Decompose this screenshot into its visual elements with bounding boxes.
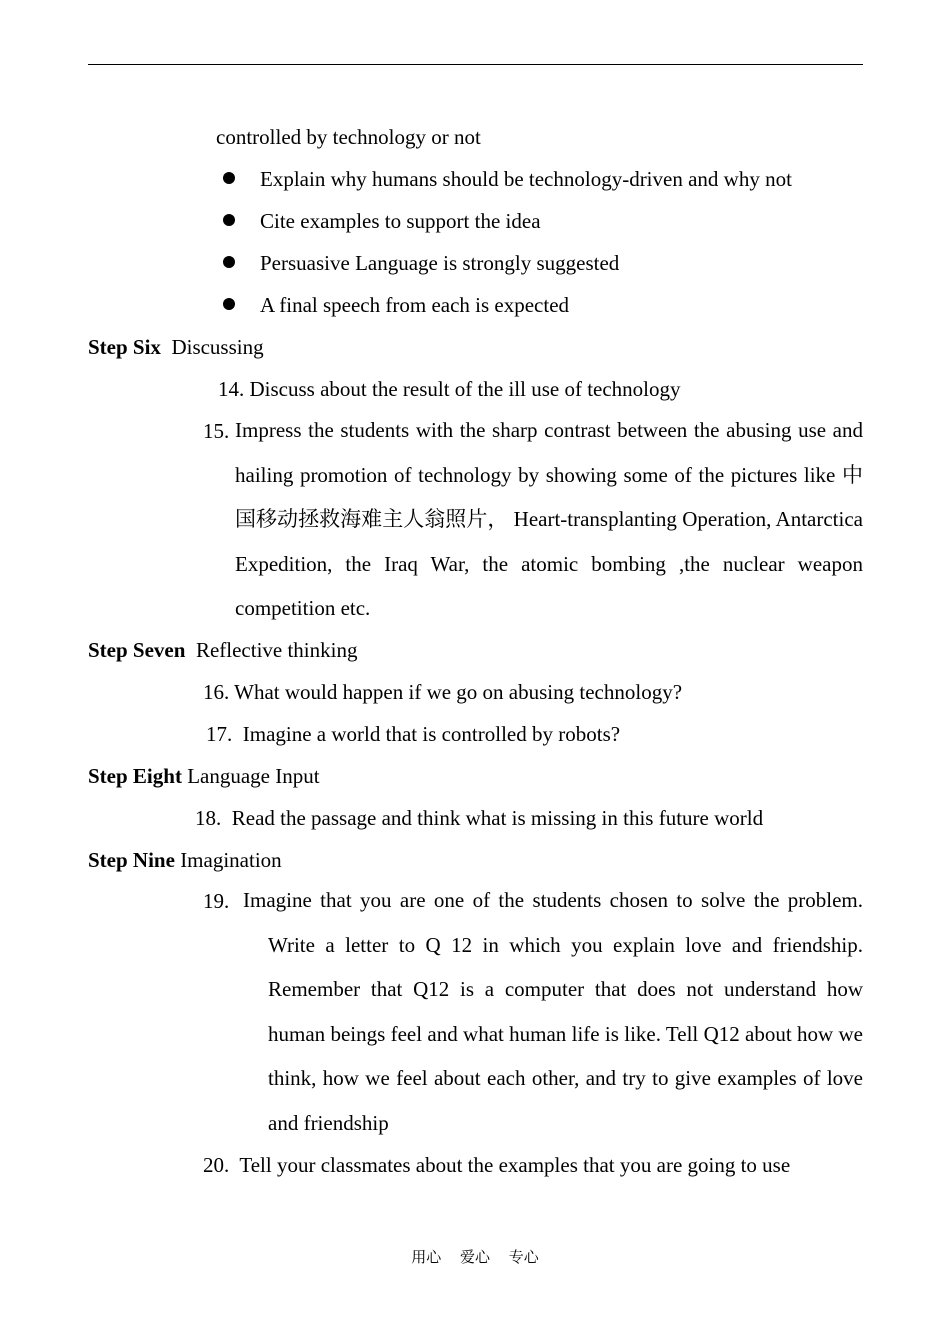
page-footer <box>0 1246 950 1267</box>
item-number: 16. <box>203 680 230 704</box>
step-six-heading <box>88 335 264 359</box>
header-rule <box>88 64 863 65</box>
footer-word: 专心 <box>508 1248 539 1266</box>
item-number: 20. <box>203 1153 230 1177</box>
item-14 <box>218 377 681 401</box>
bullet-item: A final speech from each is expected <box>260 293 570 317</box>
item-number: 15. <box>203 419 230 443</box>
step-nine-heading <box>88 848 282 872</box>
step-label: Step Eight <box>88 764 182 788</box>
step-title: Reflective thinking <box>195 638 358 662</box>
item-18 <box>195 806 763 830</box>
item-text: Imagine a world that is controlled by robots? <box>242 722 621 746</box>
item-19-text: Imagine that you are one of the students chosen to solve the problem. Write a letter to Q 12 in which you explain love and friendship. Remember that Q12 is a computer that does not understand how human beings feel and what human life is like. Tell Q12 about how we think, how we feel about each other, and try to give examples of love and friendship <box>243 888 863 1135</box>
step-label: Step Six <box>88 335 161 359</box>
bullet-dot <box>223 256 235 268</box>
item-text: Discuss about the result of the ill use of technology <box>249 377 681 401</box>
footer-word: 爱心 <box>459 1248 490 1266</box>
item-text: What would happen if we go on abusing technology? <box>234 680 683 704</box>
item-number: 18. <box>195 806 222 830</box>
item-number: 14. <box>218 377 245 401</box>
step-label: Step Nine <box>88 848 175 872</box>
bullet-dot <box>223 172 235 184</box>
bullet-item: Explain why humans should be technology-driven and why not <box>260 167 792 191</box>
bullet-item: Cite examples to support the idea <box>260 209 541 233</box>
item-20 <box>203 1153 790 1177</box>
footer-word: 用心 <box>411 1248 442 1266</box>
step-label: Step Seven <box>88 638 186 662</box>
bullet-item: Persuasive Language is strongly suggested <box>260 251 620 275</box>
item-number: 17. <box>206 722 233 746</box>
step-eight-heading <box>88 764 320 788</box>
item-text: Tell your classmates about the examples that you are going to use <box>239 1153 791 1177</box>
bullet-dot <box>223 214 235 226</box>
item-17 <box>206 722 620 746</box>
item-16 <box>203 680 682 704</box>
item-text: Read the passage and think what is missing in this future world <box>231 806 764 830</box>
continuation-text: controlled by technology or not <box>216 125 481 149</box>
item-15-text: Impress the students with the sharp contrast between the abusing use and hailing promotion of technology by showing some of the pictures like 中国移动拯救海难主人翁照片， Heart-transplanting Operation, Antarctica Expedition, the Iraq War, the atomic bombing ,the nuclear weapon competition etc. <box>235 418 863 620</box>
step-title: Imagination <box>180 848 282 872</box>
step-title: Discussing <box>171 335 264 359</box>
step-seven-heading <box>88 638 357 662</box>
bullet-dot <box>223 298 235 310</box>
step-title: Language Input <box>187 764 320 788</box>
item-number: 19. <box>203 889 230 913</box>
